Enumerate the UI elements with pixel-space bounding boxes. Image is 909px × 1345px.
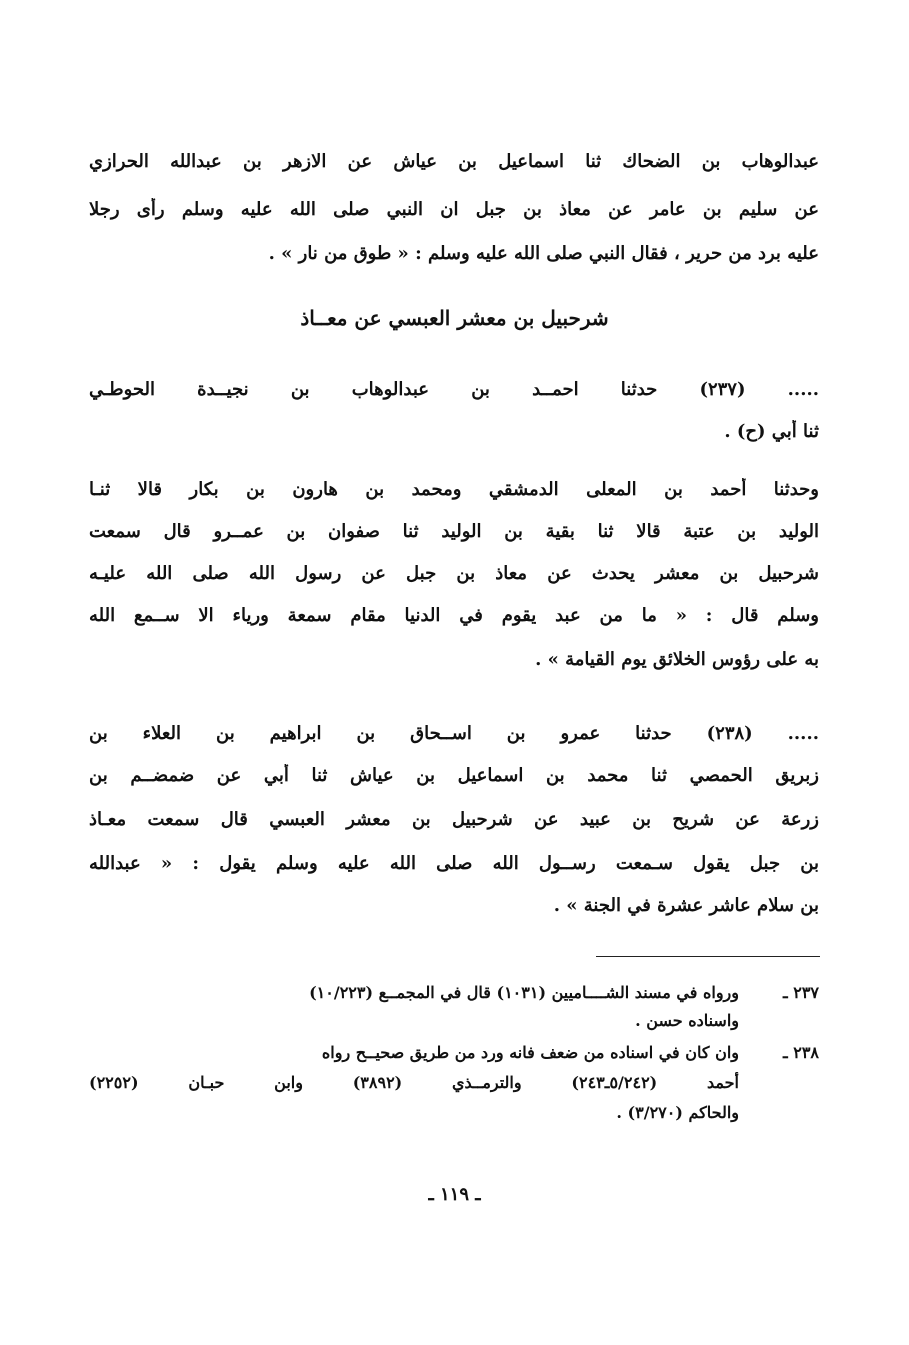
footnote-237 [89,982,819,1004]
hadith-238-line-2: زبريق الحمصي ثنا محمد بن اسماعيل بن عياش ثنا أبي عن ضمضــم بن [89,765,819,786]
footnote-238-text: وان كان في اسناده من ضعف فانه ورد من طريق صحيــح رواه [321,1043,739,1062]
hadith-238-line-5: بن سلام عاشر عشرة في الجنة » . [553,895,819,916]
hadith-238-line-3: زرعة عن شريح بن عبيد عن شرحبيل بن معشر العبسي قال سمعت معـاذ [89,809,819,830]
hadith-237b-line-1: وحدثنا أحمد بن المعلى الدمشقي ومحمد بن هارون بن بكار قالا ثنـا [89,479,819,500]
intro-line-2: عن سليم بن عامر عن معاذ بن جبل ان النبي صلى الله عليه وسلم رأى رجلا [89,199,819,220]
hadith-237-line-2: ثنا أبي (ح) . [724,421,819,442]
footnote-238-number: ٢٣٨ ـ [782,1043,819,1062]
footnote-237-text: ورواه في مسند الشــــاميين (١٠٣١) قال في المجمــع (١٠/٢٢٣) [309,983,739,1002]
footnote-rule [596,956,820,957]
hadith-238-line-1: ..... (٢٣٨) حدثنا عمرو بن اســحاق بن ابراهيم بن العلاء بن [89,723,819,744]
hadith-237b-line-4: وسلم قال : « ما من عبد يقوم في الدنيا مقام سمعة ورياء الا ســمع الله [89,605,819,626]
hadith-237b-line-5: به على رؤوس الخلائق يوم القيامة » . [535,649,819,670]
footnote-237-continuation: واسناده حسن . [635,1011,739,1030]
hadith-237-line-1: ..... (٢٣٧) حدثنا احمــد بن عبدالوهاب بن نجيــدة الحوطـي [89,379,819,400]
page-number: ـ ١١٩ ـ [428,1184,481,1205]
footnote-238-continuation-1: أحمد (٥/٢٤٢ـ٢٤٣) والترمــذي (٣٨٩٢) وابن حبـان (٢٢٥٢) [89,1073,739,1092]
footnote-238 [89,1042,819,1064]
footnote-238-continuation-2: والحاكم (٣/٢٧٠) . [616,1103,739,1122]
footnote-237-number: ٢٣٧ ـ [782,983,819,1002]
section-heading: شرحبيل بن معشر العبسي عن معــاذ [300,306,609,330]
hadith-238-line-4: بن جبل يقول سـمعت رســول الله صلى الله عليه وسلم يقول : « عبدالله [89,853,819,874]
intro-line-1: عبدالوهاب بن الضحاك ثنا اسماعيل بن عياش عن الازهر بن عبدالله الحرازي [89,151,819,172]
intro-line-3: عليه برد من حرير ، فقال النبي صلى الله عليه وسلم : « طوق من نار » . [268,243,819,264]
hadith-237b-line-2: الوليد بن عتبة قالا ثنا بقية بن الوليد ثنا صفوان بن عمــرو قال سمعت [89,521,819,542]
hadith-237b-line-3: شرحبيل بن معشر يحدث عن معاذ بن جبل عن رسول الله صلى الله عليـه [89,563,819,584]
